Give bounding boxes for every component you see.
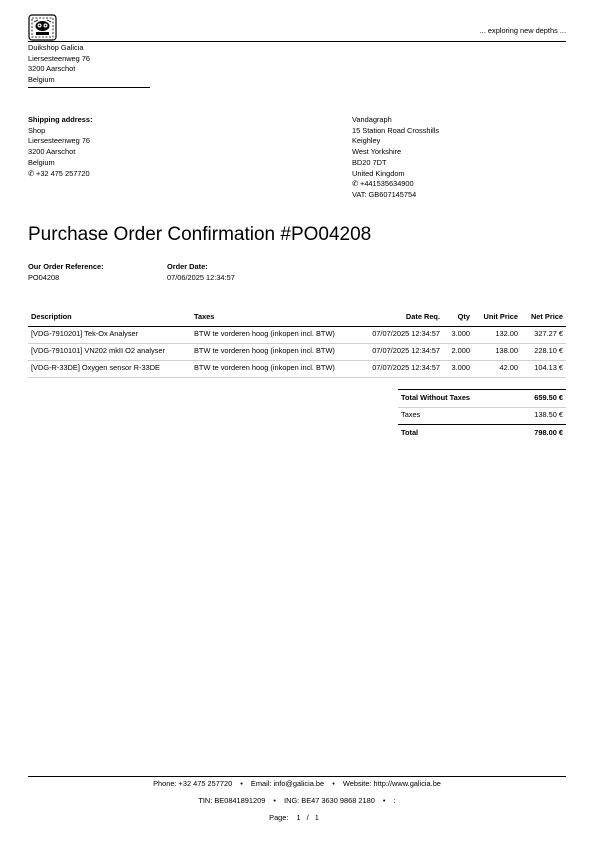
galicia-logo — [28, 14, 57, 41]
order-date-value: 07/06/2025 12:34:57 — [167, 272, 235, 282]
column-header-taxes: Taxes — [191, 309, 363, 326]
column-header-date-req: Date Req. — [363, 309, 443, 326]
footer-bullet: • — [273, 796, 276, 805]
line-net-price: 104.13 € — [521, 360, 566, 377]
vendor-address — [352, 115, 439, 201]
shipping-city: 3200 Aarschot — [28, 147, 76, 157]
vendor-town: Keighley — [352, 136, 381, 146]
column-header-description: Description — [28, 309, 191, 326]
company-country: Belgium — [28, 75, 55, 85]
footer-tin: TIN: BE0841891209 — [198, 796, 266, 805]
line-taxes: BTW te vorderen hoog (inkopen incl. BTW) — [191, 326, 363, 343]
table-row — [28, 360, 566, 377]
footer-bullet: • — [332, 779, 335, 788]
vendor-phone: +441535634900 — [360, 179, 414, 189]
total-untaxed-label: Total Without Taxes — [398, 390, 513, 408]
phone-icon: ✆ — [28, 168, 35, 178]
shipping-phone: +32 475 257720 — [36, 168, 90, 178]
order-date-label: Order Date: — [167, 262, 208, 271]
line-net-price: 228.10 € — [521, 343, 566, 360]
footer-trail: : — [393, 796, 396, 805]
taxes-value: 138.50 € — [513, 407, 566, 425]
total-untaxed-value: 659.50 € — [513, 390, 566, 408]
line-taxes: BTW te vorderen hoog (inkopen incl. BTW) — [191, 343, 363, 360]
line-description: [VDG-7910201] Tek-Ox Analyser — [28, 326, 191, 343]
company-tagline: ... exploring new depths ... — [479, 26, 566, 35]
line-unit-price: 132.00 — [473, 326, 521, 343]
page-footer — [28, 776, 566, 830]
order-reference-label: Our Order Reference: — [28, 262, 104, 271]
line-description: [VDG-7910101] VN202 mkII O2 analyser — [28, 343, 191, 360]
footer-ing: ING: BE47 3630 9868 2180 — [284, 796, 375, 805]
company-street: Liersesteenweg 76 — [28, 53, 91, 63]
company-city: 3200 Aarschot — [28, 64, 76, 74]
line-unit-price: 138.00 — [473, 343, 521, 360]
page-total: 1 — [314, 813, 319, 822]
vendor-name: Vandagraph — [352, 115, 392, 124]
grand-total-value: 798.00 € — [513, 425, 566, 443]
order-date-block — [167, 262, 235, 283]
shipping-street: Liersesteenweg 76 — [28, 136, 91, 146]
grand-total-label: Total — [398, 425, 513, 443]
shipping-name: Shop — [28, 125, 46, 135]
line-net-price: 327.27 € — [521, 326, 566, 343]
line-unit-price: 42.00 — [473, 360, 521, 377]
table-row — [28, 343, 566, 360]
totals-table — [398, 389, 566, 442]
line-qty: 2.000 — [443, 343, 473, 360]
footer-phone: Phone: +32 475 257720 — [153, 779, 233, 788]
order-reference-block — [28, 262, 104, 283]
page-number — [28, 813, 566, 830]
vendor-phone-row — [352, 179, 439, 190]
shipping-country: Belgium — [28, 157, 55, 167]
taxes-label: Taxes — [398, 407, 513, 425]
line-qty: 3.000 — [443, 360, 473, 377]
column-header-net-price: Net Price — [521, 309, 566, 326]
table-row — [28, 326, 566, 343]
shipping-phone-row — [28, 169, 92, 180]
company-name: Duikshop Galicia — [28, 43, 84, 52]
page-current: 1 — [296, 813, 301, 822]
table-header-row — [28, 309, 566, 326]
vendor-vat: VAT: GB607145754 — [352, 190, 417, 200]
taxes-row — [398, 407, 566, 425]
company-address — [28, 43, 150, 88]
line-date-req: 07/07/2025 12:34:57 — [363, 326, 443, 343]
total-untaxed-row — [398, 390, 566, 408]
line-description: [VDG-R-33DE] Oxygen sensor R-33DE — [28, 360, 191, 377]
document-title: Purchase Order Confirmation #PO04208 — [28, 224, 372, 245]
vendor-postcode: BD20 7DT — [352, 157, 387, 167]
footer-email[interactable]: Email: info@galicia.be — [250, 779, 325, 788]
footer-contact-line — [28, 779, 566, 796]
vendor-country: United Kingdom — [352, 168, 405, 178]
footer-website[interactable]: Website: http://www.galicia.be — [342, 779, 441, 788]
line-date-req: 07/07/2025 12:34:57 — [363, 360, 443, 377]
column-header-qty: Qty — [443, 309, 473, 326]
shipping-label: Shipping address: — [28, 115, 93, 124]
line-taxes: BTW te vorderen hoog (inkopen incl. BTW) — [191, 360, 363, 377]
page-separator: / — [306, 813, 309, 822]
line-qty: 3.000 — [443, 326, 473, 343]
line-date-req: 07/07/2025 12:34:57 — [363, 343, 443, 360]
vendor-street: 15 Station Road Crosshills — [352, 125, 440, 135]
column-header-unit-price: Unit Price — [473, 309, 521, 326]
page-label: Page: — [269, 813, 289, 822]
footer-bullet: • — [240, 779, 243, 788]
grand-total-row — [398, 425, 566, 443]
order-reference-value: PO04208 — [28, 272, 60, 282]
vendor-county: West Yorkshire — [352, 147, 402, 157]
shipping-address — [28, 115, 92, 179]
order-lines-table — [28, 309, 566, 378]
phone-icon: ✆ — [352, 179, 359, 189]
footer-bullet: • — [382, 796, 386, 805]
page-header — [28, 14, 566, 42]
footer-bank-line — [28, 796, 566, 813]
